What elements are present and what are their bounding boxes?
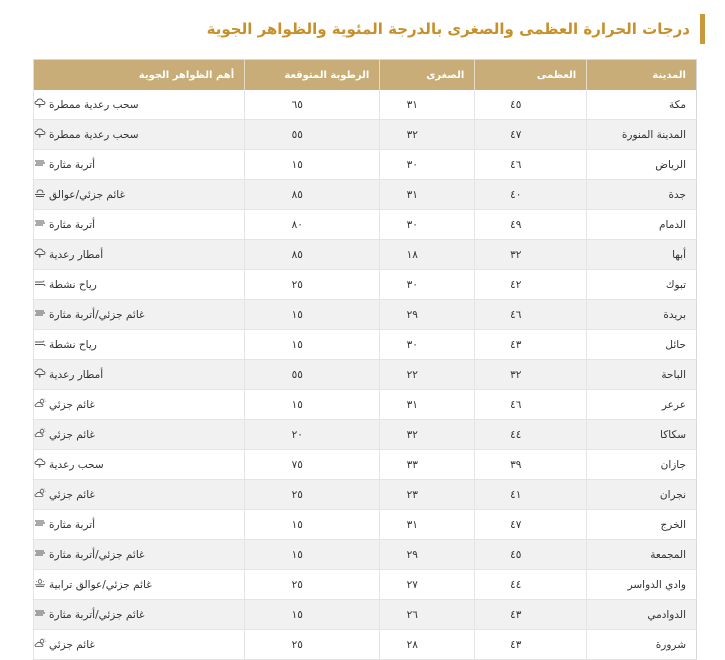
table-row bbox=[34, 450, 697, 480]
header-max: العظمى bbox=[475, 60, 587, 91]
cell-city: تبوك bbox=[587, 270, 697, 300]
cell-humidity: ١٥ bbox=[245, 330, 380, 360]
phenomena-text: غائم جزئي/أتربة مثارة bbox=[49, 308, 145, 321]
phenomena-text: غائم جزئي/أتربة مثارة bbox=[49, 548, 145, 561]
cell-max: ٤٦ bbox=[475, 390, 587, 420]
cell-phenomena bbox=[34, 90, 245, 120]
cell-phenomena bbox=[34, 360, 245, 390]
table-row bbox=[34, 390, 697, 420]
cell-city: المدينة المنورة bbox=[587, 120, 697, 150]
cell-city: الرياض bbox=[587, 150, 697, 180]
cell-max: ٤٧ bbox=[475, 510, 587, 540]
cell-humidity: ٢٥ bbox=[245, 630, 380, 660]
cell-city: الباحة bbox=[587, 360, 697, 390]
table-body bbox=[34, 90, 697, 660]
phenomena-text: أمطار رعدية bbox=[49, 248, 104, 261]
table-row bbox=[34, 420, 697, 450]
cell-humidity: ١٥ bbox=[245, 600, 380, 630]
cell-humidity: ٢٥ bbox=[245, 480, 380, 510]
cell-max: ٤٣ bbox=[475, 600, 587, 630]
dust-icon bbox=[34, 218, 46, 231]
wind-icon bbox=[34, 278, 46, 291]
cell-phenomena bbox=[34, 420, 245, 450]
table-row bbox=[34, 630, 697, 660]
cell-max: ٤٠ bbox=[475, 180, 587, 210]
cell-city: الخرج bbox=[587, 510, 697, 540]
table-row bbox=[34, 510, 697, 540]
phenomena-content bbox=[34, 338, 97, 351]
phenomena-content bbox=[34, 218, 95, 231]
cell-max: ٣٢ bbox=[475, 240, 587, 270]
cell-humidity: ١٥ bbox=[245, 510, 380, 540]
cell-phenomena bbox=[34, 480, 245, 510]
cell-min: ٢٧ bbox=[380, 570, 475, 600]
title-accent-bar bbox=[700, 14, 705, 44]
table-header-row bbox=[34, 60, 697, 91]
cell-min: ٢٢ bbox=[380, 360, 475, 390]
cell-humidity: ٢٥ bbox=[245, 270, 380, 300]
cell-city: عرعر bbox=[587, 390, 697, 420]
weather-table bbox=[33, 59, 697, 660]
phenomena-content bbox=[34, 158, 95, 171]
table-row bbox=[34, 180, 697, 210]
cell-max: ٤٥ bbox=[475, 540, 587, 570]
cell-city: جدة bbox=[587, 180, 697, 210]
partly-cloudy-icon bbox=[34, 428, 46, 441]
phenomena-text: أتربة مثارة bbox=[49, 518, 96, 531]
dust-icon bbox=[34, 518, 46, 531]
phenomena-text: أمطار رعدية bbox=[49, 368, 104, 381]
phenomena-text: غائم جزئي bbox=[49, 428, 95, 441]
header-phenomena: أهم الظواهر الجوية bbox=[34, 60, 245, 91]
phenomena-content bbox=[34, 548, 145, 561]
cell-max: ٤٩ bbox=[475, 210, 587, 240]
cell-humidity: ٨٥ bbox=[245, 240, 380, 270]
cell-humidity: ١٥ bbox=[245, 390, 380, 420]
phenomena-text: غائم جزئي bbox=[49, 638, 95, 651]
phenomena-text: سحب رعدية bbox=[49, 458, 104, 471]
phenomena-content bbox=[34, 278, 97, 291]
cell-phenomena bbox=[34, 540, 245, 570]
phenomena-content bbox=[34, 488, 95, 501]
cell-max: ٤٤ bbox=[475, 420, 587, 450]
phenomena-content bbox=[34, 398, 95, 411]
cell-humidity: ٨٠ bbox=[245, 210, 380, 240]
cell-min: ٣١ bbox=[380, 90, 475, 120]
thunder-cloud-icon bbox=[34, 248, 46, 261]
cell-humidity: ٨٥ bbox=[245, 180, 380, 210]
cell-phenomena bbox=[34, 450, 245, 480]
cell-min: ٣٠ bbox=[380, 330, 475, 360]
cell-min: ٣٢ bbox=[380, 120, 475, 150]
cell-min: ٣٢ bbox=[380, 420, 475, 450]
table-row bbox=[34, 540, 697, 570]
cell-phenomena bbox=[34, 630, 245, 660]
cell-min: ١٨ bbox=[380, 240, 475, 270]
cell-phenomena bbox=[34, 210, 245, 240]
phenomena-content bbox=[34, 608, 145, 621]
cell-city: المجمعة bbox=[587, 540, 697, 570]
cell-humidity: ١٥ bbox=[245, 300, 380, 330]
cell-max: ٣٩ bbox=[475, 450, 587, 480]
partly-cloudy-haze-icon bbox=[34, 578, 46, 591]
phenomena-content bbox=[34, 308, 145, 321]
phenomena-content bbox=[34, 638, 95, 651]
cell-max: ٤٥ bbox=[475, 90, 587, 120]
cell-city: سكاكا bbox=[587, 420, 697, 450]
page-title: درجات الحرارة العظمى والصغرى بالدرجة المئوية والظواهر الجوية bbox=[206, 20, 690, 38]
table-row bbox=[34, 150, 697, 180]
table-row bbox=[34, 210, 697, 240]
cell-max: ٤٢ bbox=[475, 270, 587, 300]
table-row bbox=[34, 270, 697, 300]
thunder-cloud-icon bbox=[34, 98, 46, 111]
cell-max: ٤٦ bbox=[475, 300, 587, 330]
thunder-cloud-icon bbox=[34, 368, 46, 381]
phenomena-content bbox=[34, 428, 95, 441]
cell-phenomena bbox=[34, 330, 245, 360]
cell-phenomena bbox=[34, 570, 245, 600]
table-row bbox=[34, 570, 697, 600]
table-row bbox=[34, 240, 697, 270]
cell-min: ٣١ bbox=[380, 390, 475, 420]
thunder-cloud-icon bbox=[34, 128, 46, 141]
cell-humidity: ٢٠ bbox=[245, 420, 380, 450]
cell-phenomena bbox=[34, 180, 245, 210]
cell-city: وادي الدواسر bbox=[587, 570, 697, 600]
cell-max: ٤١ bbox=[475, 480, 587, 510]
cell-humidity: ٧٥ bbox=[245, 450, 380, 480]
dust-icon bbox=[34, 608, 46, 621]
table-row bbox=[34, 480, 697, 510]
thunder-cloud-icon bbox=[34, 458, 46, 471]
phenomena-text: غائم جزئي/أتربة مثارة bbox=[49, 608, 145, 621]
cell-max: ٣٢ bbox=[475, 360, 587, 390]
table-row bbox=[34, 120, 697, 150]
header-min: الصغرى bbox=[380, 60, 475, 91]
cell-max: ٤٣ bbox=[475, 330, 587, 360]
cell-max: ٤٣ bbox=[475, 630, 587, 660]
cell-phenomena bbox=[34, 270, 245, 300]
phenomena-text: غائم جزئي bbox=[49, 398, 95, 411]
phenomena-content bbox=[34, 188, 125, 201]
phenomena-content bbox=[34, 518, 95, 531]
cell-max: ٤٦ bbox=[475, 150, 587, 180]
cell-phenomena bbox=[34, 120, 245, 150]
cell-max: ٤٧ bbox=[475, 120, 587, 150]
phenomena-text: سحب رعدية ممطرة bbox=[49, 128, 139, 141]
table-row bbox=[34, 90, 697, 120]
phenomena-text: غائم جزئي/عوالق ترابية bbox=[49, 578, 152, 591]
table-row bbox=[34, 300, 697, 330]
header-humidity: الرطوبة المتوقعة bbox=[245, 60, 380, 91]
cell-city: حائل bbox=[587, 330, 697, 360]
dust-icon bbox=[34, 308, 46, 321]
cell-humidity: ٦٥ bbox=[245, 90, 380, 120]
cell-city: شرورة bbox=[587, 630, 697, 660]
cell-humidity: ١٥ bbox=[245, 540, 380, 570]
cell-phenomena bbox=[34, 150, 245, 180]
cell-min: ٣٠ bbox=[380, 270, 475, 300]
cell-city: جازان bbox=[587, 450, 697, 480]
cell-min: ٣٠ bbox=[380, 150, 475, 180]
cell-city: نجران bbox=[587, 480, 697, 510]
cell-humidity: ٥٥ bbox=[245, 120, 380, 150]
cell-humidity: ٥٥ bbox=[245, 360, 380, 390]
cell-min: ٢٦ bbox=[380, 600, 475, 630]
cell-min: ٢٩ bbox=[380, 540, 475, 570]
phenomena-text: غائم جزئي/عوالق bbox=[49, 188, 125, 201]
table-row bbox=[34, 330, 697, 360]
cell-min: ٢٩ bbox=[380, 300, 475, 330]
partly-cloudy-icon bbox=[34, 488, 46, 501]
phenomena-text: سحب رعدية ممطرة bbox=[49, 98, 139, 111]
partly-cloudy-icon bbox=[34, 638, 46, 651]
phenomena-text: رياح نشطة bbox=[49, 278, 97, 291]
cell-phenomena bbox=[34, 240, 245, 270]
cell-city: مكة bbox=[587, 90, 697, 120]
page-header bbox=[207, 14, 705, 44]
phenomena-content bbox=[34, 98, 139, 111]
cell-phenomena bbox=[34, 510, 245, 540]
cell-min: ٣٣ bbox=[380, 450, 475, 480]
wind-icon bbox=[34, 338, 46, 351]
phenomena-text: غائم جزئي bbox=[49, 488, 95, 501]
dust-icon bbox=[34, 158, 46, 171]
header-city: المدينة bbox=[587, 60, 697, 91]
table-row bbox=[34, 600, 697, 630]
phenomena-text: رياح نشطة bbox=[49, 338, 97, 351]
cell-phenomena bbox=[34, 600, 245, 630]
cell-min: ٣١ bbox=[380, 180, 475, 210]
phenomena-text: أتربة مثارة bbox=[49, 218, 96, 231]
phenomena-content bbox=[34, 248, 103, 261]
cell-min: ٢٨ bbox=[380, 630, 475, 660]
cell-phenomena bbox=[34, 300, 245, 330]
cell-min: ٢٣ bbox=[380, 480, 475, 510]
haze-icon bbox=[34, 188, 46, 201]
phenomena-content bbox=[34, 458, 104, 471]
cell-city: الدوادمي bbox=[587, 600, 697, 630]
phenomena-content bbox=[34, 368, 103, 381]
cell-city: الدمام bbox=[587, 210, 697, 240]
cell-min: ٣١ bbox=[380, 510, 475, 540]
phenomena-content bbox=[34, 578, 152, 591]
table-row bbox=[34, 360, 697, 390]
dust-icon bbox=[34, 548, 46, 561]
cell-city: أبها bbox=[587, 240, 697, 270]
phenomena-text: أتربة مثارة bbox=[49, 158, 96, 171]
cell-min: ٣٠ bbox=[380, 210, 475, 240]
cell-phenomena bbox=[34, 390, 245, 420]
cell-max: ٤٤ bbox=[475, 570, 587, 600]
cell-humidity: ٢٥ bbox=[245, 570, 380, 600]
cell-city: بريدة bbox=[587, 300, 697, 330]
cell-humidity: ١٥ bbox=[245, 150, 380, 180]
partly-cloudy-icon bbox=[34, 398, 46, 411]
phenomena-content bbox=[34, 128, 139, 141]
